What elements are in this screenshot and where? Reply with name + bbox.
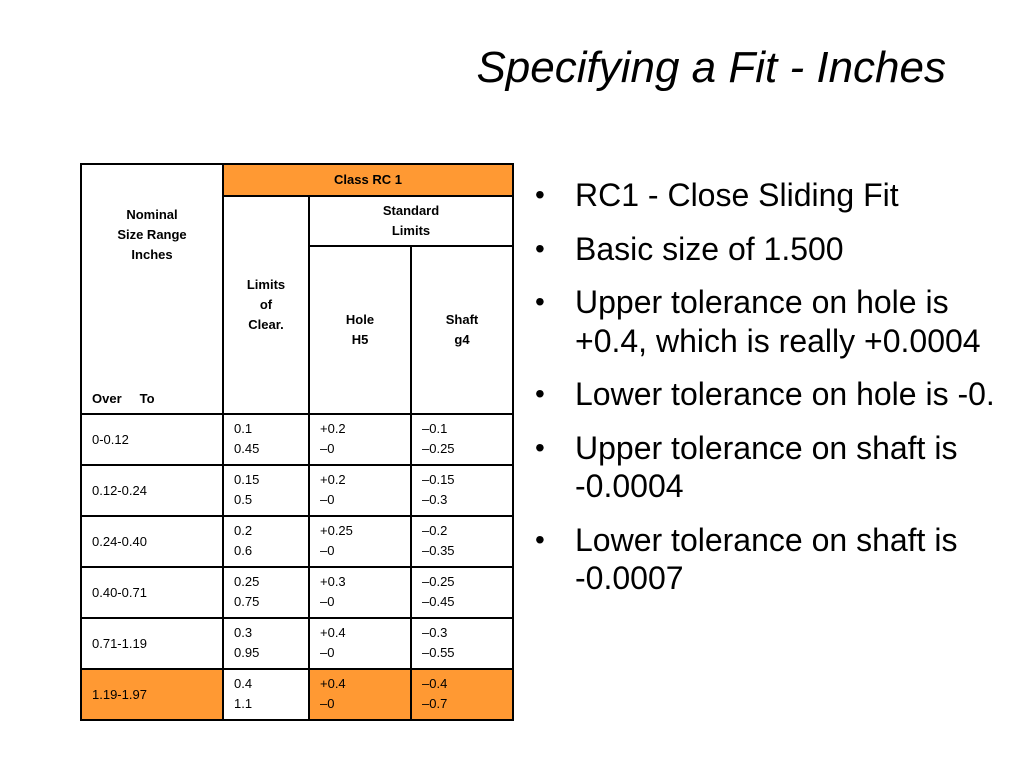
limits-header-line: Limits: [246, 277, 286, 292]
size-range-cell: 1.19-1.97: [81, 669, 223, 720]
size-range-cell: 0.24-0.40: [81, 516, 223, 567]
hole-value: +0.25: [320, 523, 353, 538]
hole-header-line: H5: [351, 332, 369, 347]
nominal-header-line: Size Range: [117, 227, 187, 242]
shaft-header: [411, 246, 513, 414]
standard-header-line: Standard: [382, 203, 440, 218]
size-range-cell: 0.71-1.19: [81, 618, 223, 669]
shaft-cell: [411, 516, 513, 567]
hole-value: –0: [320, 543, 335, 558]
shaft-value: –0.15: [422, 472, 455, 487]
shaft-header-line: Shaft: [445, 312, 479, 327]
limits-cell: [223, 567, 309, 618]
hole-value: +0.3: [320, 574, 346, 589]
limits-cell: [223, 669, 309, 720]
limits-value: 0.1: [234, 421, 253, 436]
hole-value: +0.2: [320, 421, 346, 436]
limits-value: 0.95: [234, 645, 260, 660]
shaft-value: –0.3: [422, 492, 448, 507]
hole-header-line: Hole: [345, 312, 375, 327]
limits-value: 0.75: [234, 594, 260, 609]
shaft-value: –0.35: [422, 543, 455, 558]
shaft-cell: [411, 414, 513, 465]
table-row: [81, 618, 513, 669]
limits-value: 0.5: [234, 492, 253, 507]
shaft-value: –0.7: [422, 696, 448, 711]
limits-cell: [223, 414, 309, 465]
over-label: Over: [92, 391, 122, 406]
limits-of-clearance-header: [223, 196, 309, 414]
hole-cell: [309, 465, 411, 516]
shaft-value: –0.55: [422, 645, 455, 660]
bullet-text: Lower tolerance on hole is -0.: [575, 376, 995, 412]
shaft-cell: [411, 669, 513, 720]
shaft-header-line: g4: [454, 332, 470, 347]
to-label: To: [139, 391, 155, 406]
shaft-cell: [411, 567, 513, 618]
shaft-value: –0.2: [422, 523, 448, 538]
hole-cell: [309, 414, 411, 465]
limits-cell: [223, 465, 309, 516]
hole-cell: [309, 567, 411, 618]
nominal-header-line: Inches: [131, 247, 173, 262]
hole-value: +0.2: [320, 472, 346, 487]
table-row-highlighted: [81, 669, 513, 720]
limits-value: 0.45: [234, 441, 260, 456]
shaft-value: –0.25: [422, 574, 455, 589]
shaft-value: –0.1: [422, 421, 448, 436]
limits-value: 0.3: [234, 625, 253, 640]
size-range-cell: 0-0.12: [81, 414, 223, 465]
hole-value: –0: [320, 696, 335, 711]
bullet-icon: •: [535, 431, 545, 463]
bullet-list: [535, 176, 1005, 613]
over-to-labels: [92, 389, 155, 409]
bullet-item: [535, 283, 1005, 360]
bullet-icon: •: [535, 232, 545, 264]
limits-value: 1.1: [234, 696, 253, 711]
bullet-text: Upper tolerance on hole is +0.4, which is really +0.0004: [575, 284, 981, 359]
bullet-icon: •: [535, 286, 545, 317]
hole-value: –0: [320, 492, 335, 507]
limits-value: 0.4: [234, 676, 253, 691]
hole-value: –0: [320, 594, 335, 609]
nominal-header-line: Nominal: [126, 207, 178, 222]
table-row: [81, 414, 513, 465]
shaft-cell: [411, 465, 513, 516]
shaft-value: –0.3: [422, 625, 448, 640]
bullet-icon: •: [535, 179, 545, 210]
fit-table: [80, 163, 514, 721]
bullet-text: Upper tolerance on shaft is -0.0004: [575, 429, 958, 504]
hole-header: [309, 246, 411, 414]
bullet-text: Lower tolerance on shaft is -0.0007: [575, 521, 958, 596]
size-range-cell: 0.12-0.24: [81, 465, 223, 516]
bullet-item: [535, 521, 1005, 598]
hole-cell: [309, 618, 411, 669]
size-range-cell: 0.40-0.71: [81, 567, 223, 618]
shaft-value: –0.45: [422, 594, 455, 609]
limits-value: 0.6: [234, 543, 253, 558]
class-header: Class RC 1: [223, 164, 513, 196]
bullet-item: [535, 429, 1005, 506]
limits-header-line: Clear.: [248, 317, 284, 332]
hole-value: +0.4: [320, 625, 346, 640]
hole-cell: [309, 669, 411, 720]
hole-value: +0.4: [320, 676, 346, 691]
limits-value: 0.2: [234, 523, 253, 538]
nominal-size-header: [81, 164, 223, 414]
shaft-value: –0.4: [422, 676, 448, 691]
limits-value: 0.25: [234, 574, 260, 589]
limits-cell: [223, 618, 309, 669]
bullet-icon: •: [535, 378, 545, 409]
hole-cell: [309, 516, 411, 567]
hole-value: –0: [320, 645, 335, 660]
bullet-text: Basic size of 1.500: [575, 230, 844, 267]
shaft-value: –0.25: [422, 441, 455, 456]
standard-header-line: Limits: [391, 223, 431, 238]
table-row: [81, 567, 513, 618]
limits-header-line: of: [259, 297, 273, 312]
hole-value: –0: [320, 441, 335, 456]
bullet-item: [535, 176, 1005, 215]
shaft-cell: [411, 618, 513, 669]
standard-limits-header: [309, 196, 513, 246]
slide-title: Specifying a Fit - Inches: [476, 43, 946, 92]
bullet-item: [535, 230, 1005, 269]
bullet-icon: •: [535, 523, 545, 555]
table-row: [81, 465, 513, 516]
limits-value: 0.15: [234, 472, 260, 487]
bullet-item: [535, 375, 1005, 414]
limits-cell: [223, 516, 309, 567]
bullet-text: RC1 - Close Sliding Fit: [575, 177, 899, 213]
table-row: [81, 516, 513, 567]
